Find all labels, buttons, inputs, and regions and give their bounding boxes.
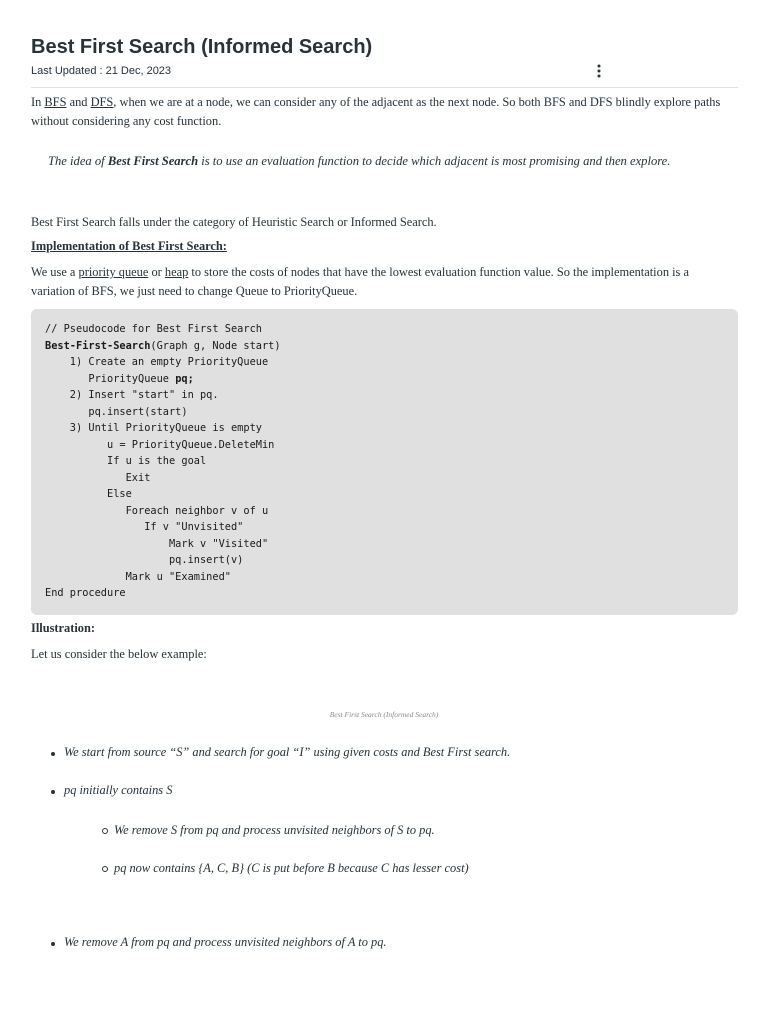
vertical-ellipsis-icon[interactable] — [590, 62, 608, 80]
code-line: PriorityQueue pq; — [45, 372, 194, 385]
key-idea-quote — [48, 154, 738, 169]
code-line: Best-First-Search(Graph g, Node start) — [45, 339, 281, 352]
steps-sublist — [97, 823, 469, 899]
code-line: u = PriorityQueue.DeleteMin — [45, 438, 275, 451]
code-line: // Pseudocode for Best First Search — [45, 323, 262, 335]
intro-text-start: In — [31, 95, 45, 109]
pseudocode-block[interactable] — [31, 309, 738, 615]
code-line: pq.insert(v) — [45, 554, 244, 566]
quote-text-after: is to use an evaluation function to decide which adjacent is most promising and then explore. — [198, 154, 671, 168]
page-title: Best First Search (Informed Search) — [31, 36, 373, 58]
intro-text-and: and — [66, 95, 91, 109]
illustration-heading: Illustration: — [31, 621, 96, 635]
impl-text-start: We use a — [31, 265, 79, 279]
last-updated: Last Updated : 21 Dec, 2023 — [31, 65, 172, 77]
code-line: Exit — [45, 471, 151, 484]
implementation-heading: Implementation of Best First Search: — [31, 239, 227, 253]
code-line: If v "Unvisited" — [45, 521, 244, 533]
intro-text-rest: , when we are at a node, we can consider any of the adjacent as the next node. So both BFS and DFS blindly explore paths without considering any cost function. — [31, 95, 721, 128]
code-line: Mark v "Visited" — [45, 537, 269, 550]
quote-bold-term: Best First Search — [107, 154, 199, 168]
quote-text-before: The idea of — [48, 154, 108, 168]
implementation-paragraph — [31, 263, 721, 301]
list-item: We start from source “S” and search for goal “I” using given costs and Best First search. — [46, 745, 510, 783]
illustration-intro: Let us consider the below example: — [31, 647, 207, 661]
image-caption: Best First Search (Informed Search) — [329, 710, 439, 719]
intro-paragraph — [31, 93, 721, 131]
code-line: 1) Create an empty PriorityQueue — [45, 356, 269, 368]
steps-list-bottom — [46, 935, 386, 950]
list-item: pq now contains {A, C, B} (C is put before B because C has lesser cost) — [97, 861, 469, 899]
header-divider — [31, 87, 738, 88]
heap-link[interactable]: heap — [164, 265, 189, 279]
code-line: If u is the goal — [45, 455, 207, 467]
code-line: 3) Until PriorityQueue is empty — [45, 422, 262, 434]
impl-text-rest: to store the costs of nodes that have the lowest evaluation function value. So the implementation is a variation of BFS, we just need to change Queue to PriorityQueue. — [31, 265, 689, 298]
code-line: pq.insert(start) — [45, 405, 188, 418]
category-paragraph: Best First Search falls under the category of Heuristic Search or Informed Search. — [31, 215, 437, 229]
bfs-link[interactable]: BFS — [44, 95, 67, 109]
code-line: 2) Insert "start" in pq. — [45, 389, 219, 401]
code-line: Foreach neighbor v of u — [45, 504, 269, 517]
pseudocode-text — [45, 321, 724, 602]
list-item: We remove S from pq and process unvisited neighbors of S to pq. — [97, 823, 469, 861]
priority-queue-link[interactable]: priority queue — [78, 265, 149, 279]
code-line: Else — [45, 488, 132, 500]
code-line: Mark u "Examined" — [45, 570, 231, 583]
dfs-link[interactable]: DFS — [90, 95, 114, 109]
list-item: pq initially contains S — [46, 783, 510, 821]
impl-text-or: or — [148, 265, 165, 279]
list-item: We remove A from pq and process unvisited neighbors of A to pq. — [46, 935, 386, 950]
steps-list-top — [46, 745, 510, 821]
code-line: End procedure — [45, 587, 126, 599]
